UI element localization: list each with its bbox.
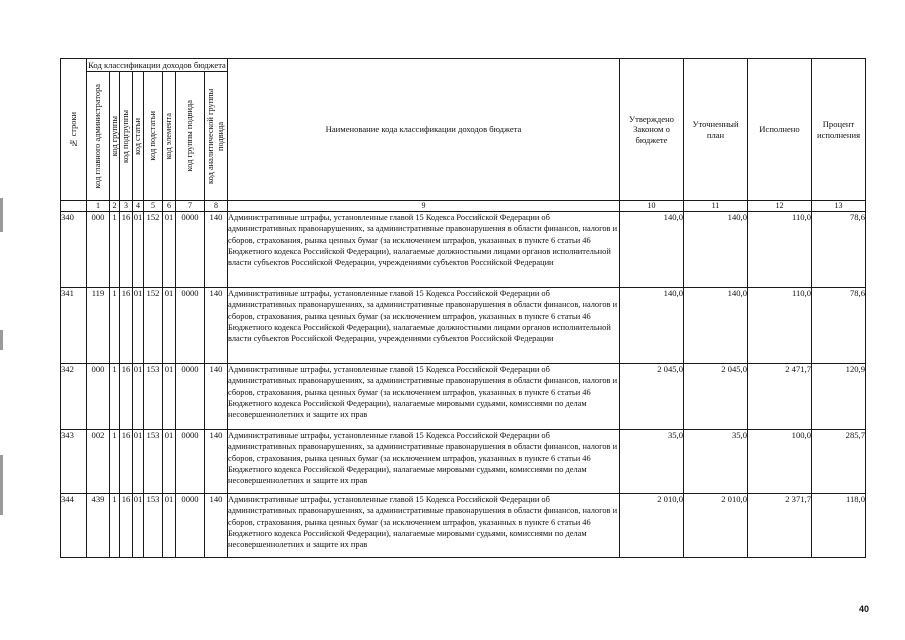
column-number: 2 xyxy=(110,201,120,212)
code-admin: 119 xyxy=(87,288,110,364)
column-number xyxy=(61,201,87,212)
code-subtype-group: 0000 xyxy=(176,430,205,494)
code-element: 01 xyxy=(163,494,176,558)
code-element: 01 xyxy=(163,364,176,430)
table-row xyxy=(61,364,866,430)
code-element: 01 xyxy=(163,288,176,364)
plan-value: 140,0 xyxy=(684,212,748,288)
code-group: 1 xyxy=(110,212,120,288)
row-number: 342 xyxy=(61,364,87,430)
code-element: 01 xyxy=(163,212,176,288)
code-admin: 439 xyxy=(87,494,110,558)
plan-value: 2 010,0 xyxy=(684,494,748,558)
code-subarticle: 153 xyxy=(144,494,163,558)
header-approved: Утверждено Законом о бюджете xyxy=(620,59,684,201)
budget-revenue-table xyxy=(60,58,866,558)
code-subarticle: 153 xyxy=(144,364,163,430)
done-value: 2 371,7 xyxy=(748,494,812,558)
code-subarticle: 153 xyxy=(144,430,163,494)
header-code-subgroup xyxy=(120,72,133,201)
column-number: 13 xyxy=(812,201,866,212)
code-article: 01 xyxy=(133,364,144,430)
code-analytic: 140 xyxy=(205,288,228,364)
column-number: 7 xyxy=(176,201,205,212)
header-code-label: код группы подвида xyxy=(185,100,195,172)
header-done: Исполнено xyxy=(748,59,812,201)
header-row-no-label: № строки xyxy=(68,111,78,148)
header-code-subarticle xyxy=(144,72,163,201)
page-number: 40 xyxy=(858,604,869,614)
header-code-label: код аналитической группы подвида xyxy=(206,88,225,184)
code-subgroup: 16 xyxy=(120,364,133,430)
header-code-group-col xyxy=(110,72,120,201)
column-number: 11 xyxy=(684,201,748,212)
code-admin: 000 xyxy=(87,364,110,430)
plan-value: 35,0 xyxy=(684,430,748,494)
table-row xyxy=(61,288,866,364)
percent-value: 78,6 xyxy=(812,212,866,288)
column-number: 8 xyxy=(205,201,228,212)
header-code-label: код группы xyxy=(110,115,119,157)
revenue-code-name: Административные штрафы, установленные главой 15 Кодекса Российской Федерации об административных правонарушениях, за административные правонарушения в области финансов, налогов и сборов, страхования, рынка ценных бумаг (за исключением штрафов, указанных в пункте 6 статьи 46 Бюджетного кодекса Российской Федерации), налагаемые мировыми судьями, комиссиями по делам несовершеннолетних и защите их прав xyxy=(228,494,620,558)
done-value: 110,0 xyxy=(748,212,812,288)
done-value: 100,0 xyxy=(748,430,812,494)
column-number: 12 xyxy=(748,201,812,212)
table-row xyxy=(61,212,866,288)
header-code-label: код подстатьи xyxy=(148,111,158,161)
header-group-row xyxy=(61,59,866,72)
revenue-code-name: Административные штрафы, установленные главой 15 Кодекса Российской Федерации об административных правонарушениях, за административные правонарушения в области финансов, налогов и сборов, страхования, рынка ценных бумаг (за исключением штрафов, указанных в пункте 6 статьи 46 Бюджетного кодекса Российской Федерации), налагаемые должностными лицами органов исполнительной власти субъектов Российской Федерации, учреждениями субъектов Российской Федерации xyxy=(228,288,620,364)
percent-value: 285,7 xyxy=(812,430,866,494)
code-subtype-group: 0000 xyxy=(176,288,205,364)
approved-value: 140,0 xyxy=(620,288,684,364)
plan-value: 140,0 xyxy=(684,288,748,364)
header-code-label: код главного администратора xyxy=(93,83,103,189)
code-article: 01 xyxy=(133,494,144,558)
row-number: 341 xyxy=(61,288,87,364)
column-number: 10 xyxy=(620,201,684,212)
done-value: 110,0 xyxy=(748,288,812,364)
code-subtype-group: 0000 xyxy=(176,494,205,558)
code-group: 1 xyxy=(110,494,120,558)
header-code-group: Код классификации доходов бюджета xyxy=(88,59,226,70)
code-subtype-group: 0000 xyxy=(176,212,205,288)
code-group: 1 xyxy=(110,430,120,494)
percent-value: 120,9 xyxy=(812,364,866,430)
revenue-code-name: Административные штрафы, установленные главой 15 Кодекса Российской Федерации об административных правонарушениях, за административные правонарушения в области финансов, налогов и сборов, страхования, рынка ценных бумаг (за исключением штрафов, указанных в пункте 6 статьи 46 Бюджетного кодекса Российской Федерации), налагаемые мировыми судьями, комиссиями по делам несовершеннолетних и защите их прав xyxy=(228,364,620,430)
code-article: 01 xyxy=(133,430,144,494)
header-code-analytic xyxy=(205,72,228,201)
header-code-label: код элемента xyxy=(164,112,174,160)
column-number: 1 xyxy=(87,201,110,212)
approved-value: 2 010,0 xyxy=(620,494,684,558)
column-number: 3 xyxy=(120,201,133,212)
approved-value: 2 045,0 xyxy=(620,364,684,430)
header-row-no xyxy=(61,59,87,201)
approved-value: 35,0 xyxy=(620,430,684,494)
code-admin: 000 xyxy=(87,212,110,288)
scan-edge-mark xyxy=(0,198,3,232)
header-code-element xyxy=(163,72,176,201)
column-number: 5 xyxy=(144,201,163,212)
header-code-subtype-group xyxy=(176,72,205,201)
header-percent: Процент исполнения xyxy=(812,59,866,201)
code-article: 01 xyxy=(133,288,144,364)
column-number: 4 xyxy=(133,201,144,212)
table-row xyxy=(61,494,866,558)
column-number-row xyxy=(61,201,866,212)
revenue-code-name: Административные штрафы, установленные главой 15 Кодекса Российской Федерации об административных правонарушениях, за административные правонарушения в области финансов, налогов и сборов, страхования, рынка ценных бумаг (за исключением штрафов, указанных в пункте 6 статьи 46 Бюджетного кодекса Российской Федерации), налагаемые мировыми судьями, комиссиями по делам несовершеннолетних и защите их прав xyxy=(228,430,620,494)
table-row xyxy=(61,430,866,494)
code-admin: 002 xyxy=(87,430,110,494)
scan-edge-mark xyxy=(0,330,3,350)
column-number: 6 xyxy=(163,201,176,212)
row-number: 343 xyxy=(61,430,87,494)
code-analytic: 140 xyxy=(205,430,228,494)
header-plan: Уточненный план xyxy=(684,59,748,201)
done-value: 2 471,7 xyxy=(748,364,812,430)
code-article: 01 xyxy=(133,212,144,288)
header-code-admin xyxy=(87,72,110,201)
code-subgroup: 16 xyxy=(120,212,133,288)
header-code-article xyxy=(133,72,144,201)
scan-edge-mark xyxy=(0,455,3,515)
header-code-label: код статьи xyxy=(133,117,143,155)
code-group: 1 xyxy=(110,364,120,430)
header-code-label: код подгруппы xyxy=(121,109,131,163)
code-subgroup: 16 xyxy=(120,288,133,364)
revenue-code-name: Административные штрафы, установленные главой 15 Кодекса Российской Федерации об административных правонарушениях, за административные правонарушения в области финансов, налогов и сборов, страхования, рынка ценных бумаг (за исключением штрафов, указанных в пункте 6 статьи 46 Бюджетного кодекса Российской Федерации), налагаемые должностными лицами органов исполнительной власти субъектов Российской Федерации, учреждениями субъектов Российской Федерации xyxy=(228,212,620,288)
code-subtype-group: 0000 xyxy=(176,364,205,430)
approved-value: 140,0 xyxy=(620,212,684,288)
column-number: 9 xyxy=(228,201,620,212)
row-number: 340 xyxy=(61,212,87,288)
code-analytic: 140 xyxy=(205,364,228,430)
code-subgroup: 16 xyxy=(120,494,133,558)
code-subarticle: 152 xyxy=(144,212,163,288)
code-subgroup: 16 xyxy=(120,430,133,494)
code-subarticle: 152 xyxy=(144,288,163,364)
percent-value: 78,6 xyxy=(812,288,866,364)
code-analytic: 140 xyxy=(205,494,228,558)
row-number: 344 xyxy=(61,494,87,558)
code-analytic: 140 xyxy=(205,212,228,288)
header-name: Наименование кода классификации доходов бюджета xyxy=(228,59,620,201)
code-element: 01 xyxy=(163,430,176,494)
plan-value: 2 045,0 xyxy=(684,364,748,430)
percent-value: 118,0 xyxy=(812,494,866,558)
code-group: 1 xyxy=(110,288,120,364)
